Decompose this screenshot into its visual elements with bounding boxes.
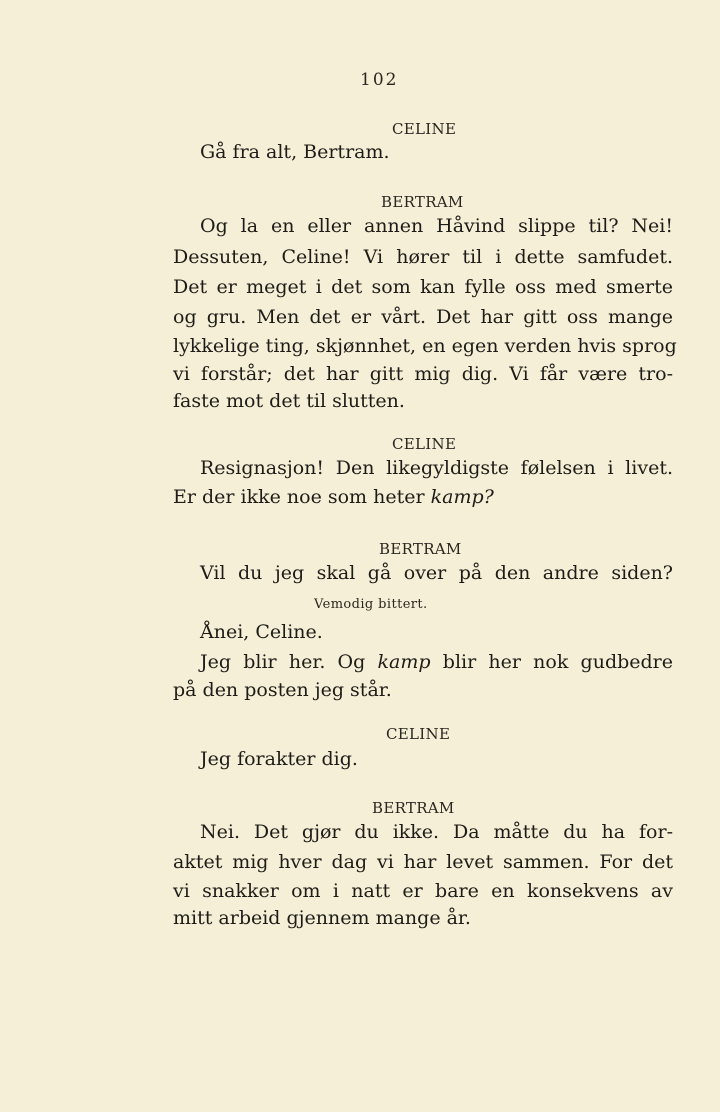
dialogue-line: Det er meget i det som kan fylle oss med smerte (173, 276, 673, 298)
speaker-name: BERTRAM (372, 799, 455, 817)
speaker-name: CELINE (392, 120, 457, 138)
dialogue-text: Er der ikke noe som heter (173, 486, 425, 508)
speaker-name: CELINE (386, 725, 451, 743)
dialogue-line: Vil du jeg skal gå over på den andre siden? (200, 562, 673, 584)
dialogue-text: Jeg blir her. Og (200, 651, 366, 673)
dialogue-line: vi snakker om i natt er bare en konsekvens av (173, 880, 673, 902)
speaker-name: BERTRAM (381, 193, 464, 211)
page-number: 102 (360, 70, 399, 90)
dialogue-line: lykkelige ting, skjønnhet, en egen verden hvis sprog (173, 335, 677, 357)
emphasis-word: kamp? (430, 486, 494, 508)
dialogue-line: Resignasjon! Den likegyldigste følelsen i livet. (200, 457, 673, 479)
stage-direction: Vemodig bittert. (314, 597, 428, 612)
dialogue-line: Nei. Det gjør du ikke. Da måtte du ha for- (200, 821, 673, 843)
speaker-name: CELINE (392, 435, 457, 453)
dialogue-line: Gå fra alt, Bertram. (200, 141, 390, 163)
dialogue-line: og gru. Men det er vårt. Det har gitt oss mange (173, 306, 673, 328)
dialogue-line: Jeg forakter dig. (200, 748, 358, 770)
dialogue-line: Ånei, Celine. (200, 621, 323, 643)
dialogue-line (200, 649, 673, 675)
dialogue-line: på den posten jeg står. (173, 679, 392, 701)
speaker-name: BERTRAM (379, 540, 462, 558)
dialogue-line: aktet mig hver dag vi har levet sammen. For det (173, 851, 673, 873)
dialogue-line: vi forstår; det har gitt mig dig. Vi får være tro- (173, 363, 673, 385)
dialogue-line: Og la en eller annen Håvind slippe til? Nei! (200, 215, 673, 237)
dialogue-line (173, 484, 673, 510)
dialogue-line: faste mot det til slutten. (173, 390, 405, 412)
dialogue-line: Dessuten, Celine! Vi hører til i dette samfudet. (173, 246, 673, 268)
dialogue-line: mitt arbeid gjennem mange år. (173, 907, 471, 929)
emphasis-word: kamp (377, 651, 431, 673)
dialogue-text: blir her nok gudbedre (442, 651, 674, 673)
